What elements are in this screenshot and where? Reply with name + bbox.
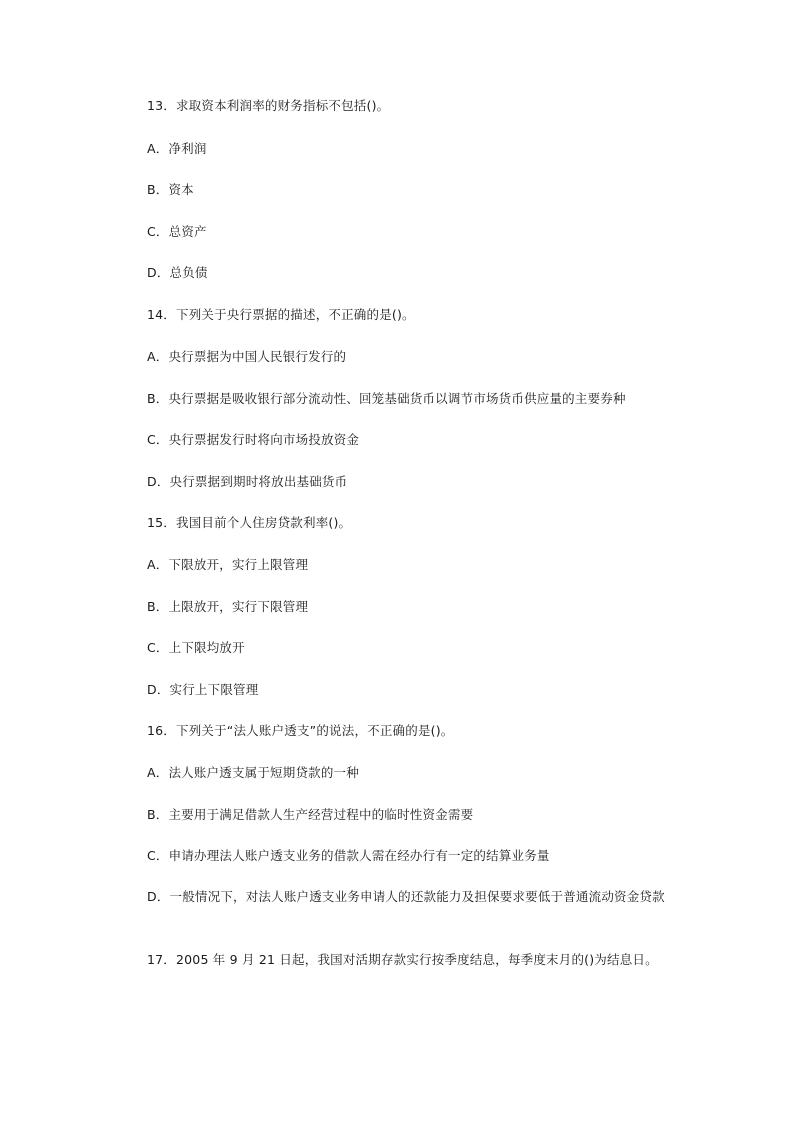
question-14-stem: 14．下列关于央行票据的描述，不正确的是()。 [147,307,415,322]
question-13-option-a: A．净利润 [147,141,207,156]
question-14-option-b: B．央行票据是吸收银行部分流动性、回笼基础货币以调节市场货币供应量的主要券种 [147,391,626,406]
question-16-option-a: A．法人账户透支属于短期贷款的一种 [147,765,359,780]
question-14-option-d: D．央行票据到期时将放出基础货币 [147,474,348,489]
question-14-option-a: A．央行票据为中国人民银行发行的 [147,349,347,364]
question-13-option-b: B．资本 [147,182,194,197]
question-13-option-d: D．总负债 [147,265,208,280]
question-13-option-c: C．总资产 [147,224,207,239]
question-16-option-c: C．申请办理法人账户透支业务的借款人需在经办行有一定的结算业务量 [147,848,550,863]
question-15-option-b: B．上限放开，实行下限管理 [147,599,309,614]
question-16-option-d: D．一般情况下，对法人账户透支业务申请人的还款能力及担保要求要低于普通流动资金贷款 [147,889,665,904]
question-16-stem: 16．下列关于“法人账户透支”的说法，不正确的是()。 [147,723,454,738]
question-13-stem: 13．求取资本利润率的财务指标不包括()。 [147,98,390,113]
question-15-option-d: D．实行上下限管理 [147,682,259,697]
question-16-option-b: B．主要用于满足借款人生产经营过程中的临时性资金需要 [147,807,474,822]
question-17-stem: 17．2005 年 9 月 21 日起，我国对活期存款实行按季度结息，每季度末月的()为结息日。 [147,952,658,967]
question-15-option-c: C．上下限均放开 [147,640,245,655]
question-15-option-a: A．下限放开，实行上限管理 [147,557,309,572]
question-14-option-c: C．央行票据发行时将向市场投放资金 [147,432,360,447]
question-15-stem: 15．我国目前个人住房贷款利率()。 [147,515,352,530]
